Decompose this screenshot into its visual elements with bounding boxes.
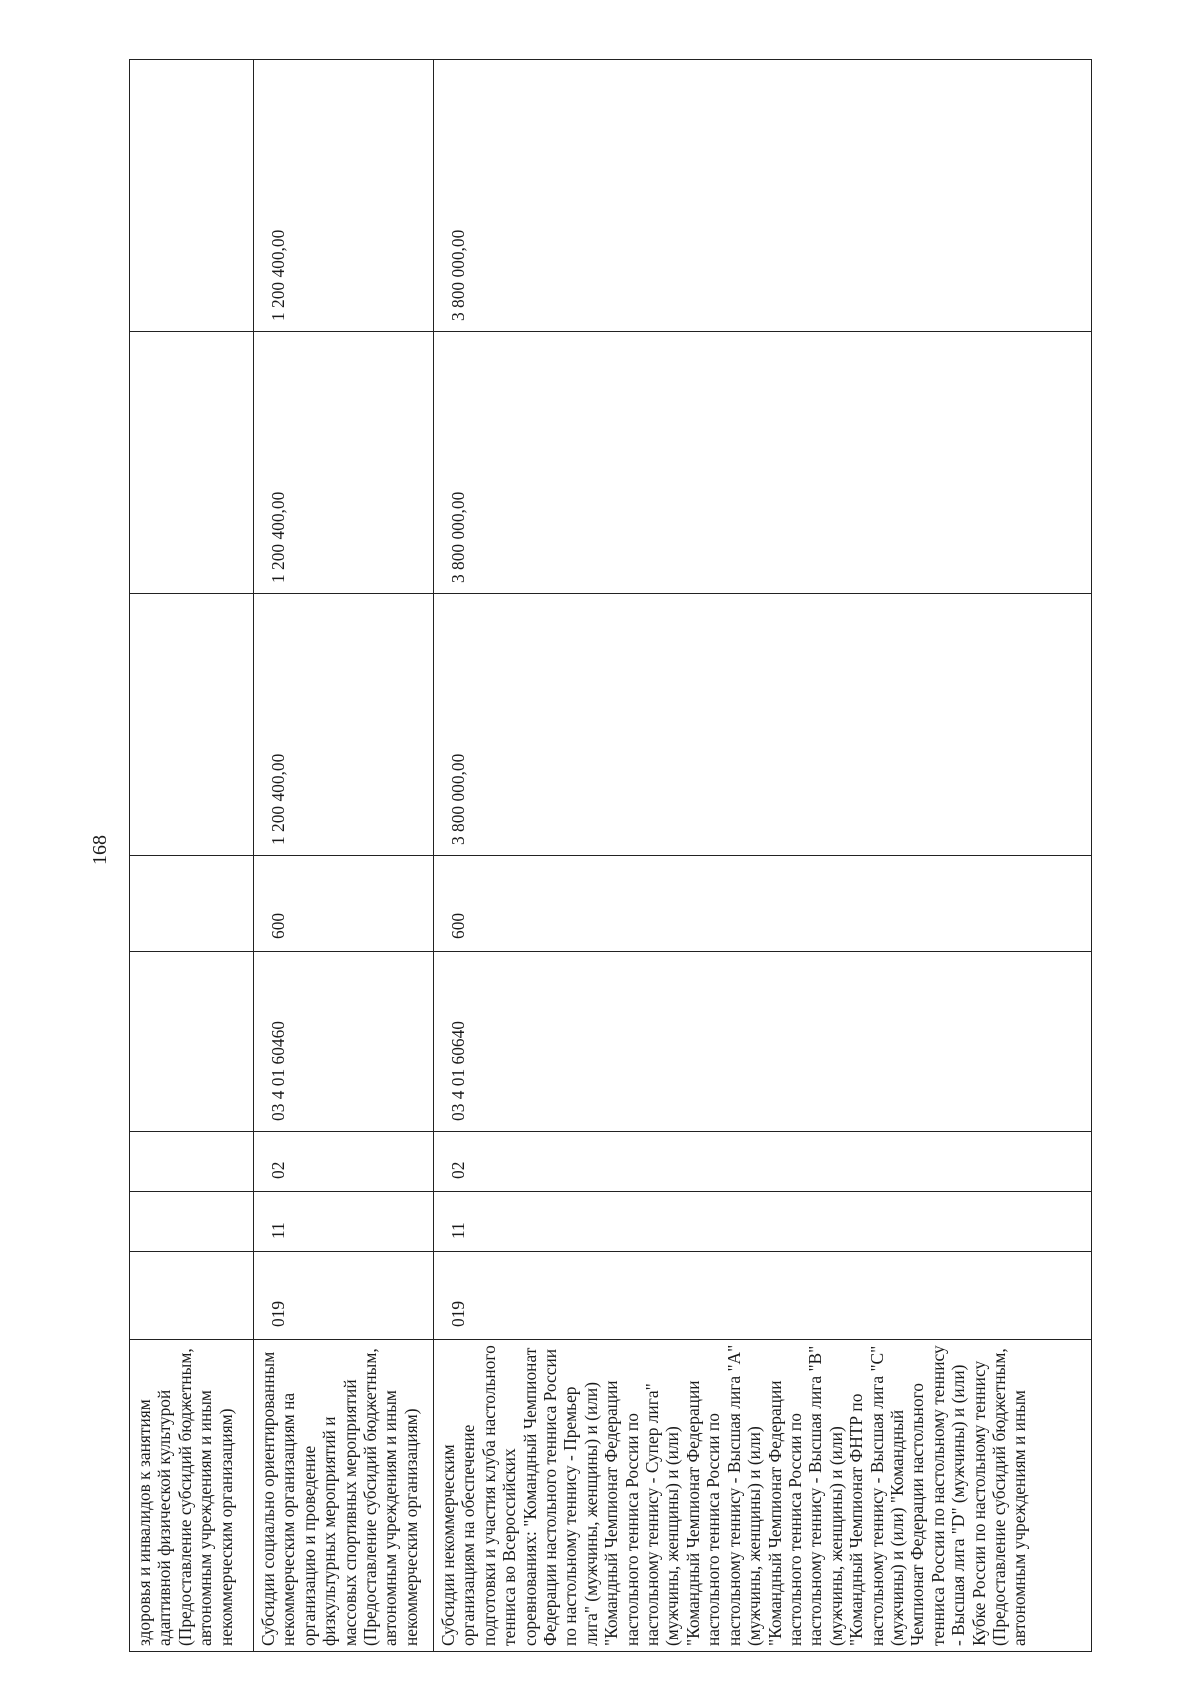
cell-amount-3 <box>130 60 254 332</box>
cell-amount-1 <box>130 594 254 856</box>
cell-amount-1: 1 200 400,00 <box>254 594 434 856</box>
cell-amount-3: 3 800 000,00 <box>434 60 1092 332</box>
cell-expense-type: 600 <box>254 856 434 952</box>
cell-description: Субсидии некоммерческим организациям на обеспечение подготовки и участия клуба настольного тенниса во Всероссийских соревнованиях: "Командный Чемпионат Федерации настольного тенниса России по настольному теннису - Премьер лига" (мужчины, женщины) и (или) "Командный Чемпионат Федерации настольного тенниса России по настольному теннису - Супер лига" (мужчины, женщины) и (или) "Командный Чемпионат Федерации настольного тенниса России по настольному теннису - Высшая лига "А" (мужчины, женщины) и (или) "Командный Чемпионат Федерации настольного тенниса России по настольному теннису - Высшая лига "В" (мужчины, женщины) и (или) "Командный Чемпионат ФНТР по настольному теннису - Высшая лига "С" (мужчины) и (или) "Командный Чемпионат Федерации настольного тенниса России по настольному теннису - Высшая лига "D" (мужчины) и (или) Кубке России по настольному теннису (Предоставление субсидий бюджетным, автономным учреждениям и иным <box>434 1340 1092 1652</box>
cell-amount-2: 1 200 400,00 <box>254 332 434 594</box>
cell-subsection: 02 <box>434 1132 1092 1192</box>
budget-table <box>129 59 1092 1652</box>
cell-ministry: 019 <box>254 1252 434 1340</box>
page-number: 168 <box>88 835 111 865</box>
cell-section: 11 <box>254 1192 434 1252</box>
cell-expense-type <box>130 856 254 952</box>
cell-subsection: 02 <box>254 1132 434 1192</box>
cell-target-article: 03 4 01 60460 <box>254 952 434 1132</box>
cell-subsection <box>130 1132 254 1192</box>
cell-description: здоровья и инвалидов к занятиям адаптивной физической культурой (Предоставление субсидий бюджетным, автономным учреждениям и иным некоммерческим организациям) <box>130 1340 254 1652</box>
cell-description: Субсидии социально ориентированным некоммерческим организациям на организацию и проведение физкультурных мероприятий и массовых спортивных мероприятий (Предоставление субсидий бюджетным, автономным учреждениям и иным некоммерческим организациям) <box>254 1340 434 1652</box>
cell-ministry <box>130 1252 254 1340</box>
cell-section: 11 <box>434 1192 1092 1252</box>
cell-target-article: 03 4 01 60640 <box>434 952 1092 1132</box>
cell-expense-type: 600 <box>434 856 1092 952</box>
cell-amount-2: 3 800 000,00 <box>434 332 1092 594</box>
table-row <box>130 60 254 1652</box>
cell-target-article <box>130 952 254 1132</box>
cell-amount-2 <box>130 332 254 594</box>
cell-amount-1: 3 800 000,00 <box>434 594 1092 856</box>
cell-section <box>130 1192 254 1252</box>
cell-ministry: 019 <box>434 1252 1092 1340</box>
table-row <box>254 60 434 1652</box>
table-row <box>434 60 1092 1652</box>
budget-table-rotated <box>129 60 1091 1652</box>
budget-table-container <box>129 60 1091 1652</box>
cell-amount-3: 1 200 400,00 <box>254 60 434 332</box>
